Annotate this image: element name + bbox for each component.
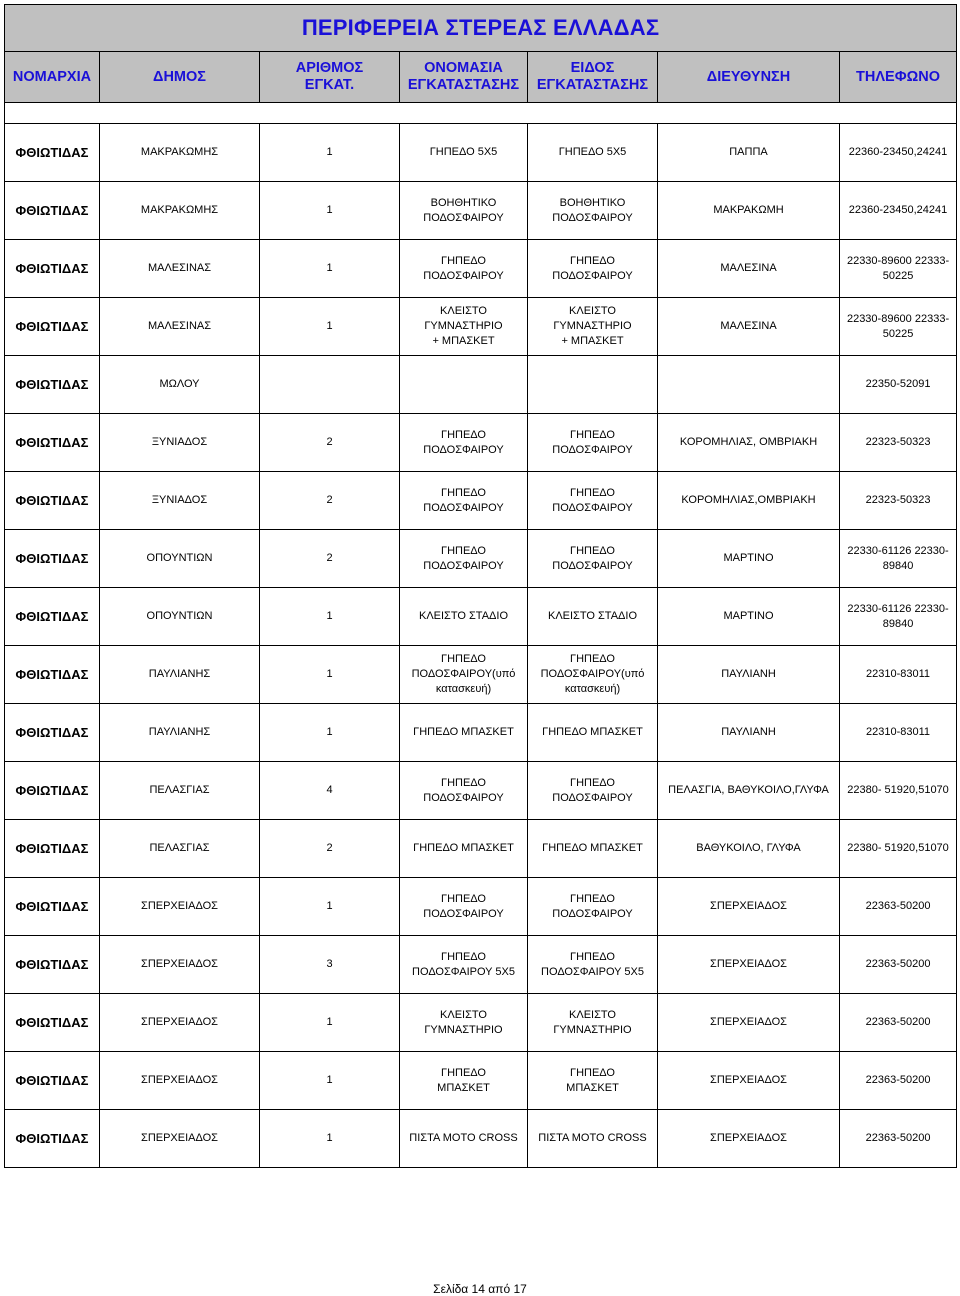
page-title: ΠΕΡΙΦΕΡΕΙΑ ΣΤΕΡΕΑΣ ΕΛΛΑΔΑΣ <box>5 5 957 52</box>
cell-facility-type: ΓΗΠΕΔΟ ΜΠΑΣΚΕΤ <box>528 1052 658 1110</box>
cell-facility-name: ΓΗΠΕΔΟ ΠΟΔΟΣΦΑΙΡΟΥ <box>400 414 528 472</box>
cell-address: ΣΠΕΡΧΕΙΑΔΟΣ <box>658 1110 840 1168</box>
table-row <box>5 414 957 472</box>
table-row <box>5 762 957 820</box>
cell-prefecture: ΦΘΙΩΤΙΔΑΣ <box>5 704 100 762</box>
header-phone: ΤΗΛΕΦΩΝΟ <box>840 52 957 103</box>
table-row <box>5 472 957 530</box>
cell-municipality: ΞΥΝΙΑΔΟΣ <box>100 414 260 472</box>
spacer-row <box>5 103 957 124</box>
cell-municipality: ΜΑΚΡΑΚΩΜΗΣ <box>100 182 260 240</box>
cell-count: 3 <box>260 936 400 994</box>
cell-count: 2 <box>260 530 400 588</box>
cell-facility-type: ΒΟΗΘΗΤΙΚΟ ΠΟΔΟΣΦΑΙΡΟΥ <box>528 182 658 240</box>
cell-phone: 22323-50323 <box>840 472 957 530</box>
cell-phone: 22363-50200 <box>840 936 957 994</box>
cell-facility-type <box>528 356 658 414</box>
cell-facility-name: ΚΛΕΙΣΤΟ ΓΥΜΝΑΣΤΗΡΙΟ + ΜΠΑΣΚΕΤ <box>400 298 528 356</box>
cell-phone: 22310-83011 <box>840 704 957 762</box>
cell-count: 2 <box>260 414 400 472</box>
cell-municipality: ΜΑΛΕΣΙΝΑΣ <box>100 298 260 356</box>
cell-prefecture: ΦΘΙΩΤΙΔΑΣ <box>5 588 100 646</box>
cell-facility-name: ΠΙΣΤΑ ΜΟΤΟ CROSS <box>400 1110 528 1168</box>
cell-prefecture: ΦΘΙΩΤΙΔΑΣ <box>5 240 100 298</box>
table-row <box>5 240 957 298</box>
table-row <box>5 356 957 414</box>
cell-facility-type: ΓΗΠΕΔΟ ΠΟΔΟΣΦΑΙΡΟΥ(υπό κατασκευή) <box>528 646 658 704</box>
cell-prefecture: ΦΘΙΩΤΙΔΑΣ <box>5 414 100 472</box>
cell-municipality: ΣΠΕΡΧΕΙΑΔΟΣ <box>100 1110 260 1168</box>
cell-count: 1 <box>260 124 400 182</box>
cell-municipality: ΠΑΥΛΙΑΝΗΣ <box>100 646 260 704</box>
cell-facility-name: ΓΗΠΕΔΟ ΜΠΑΣΚΕΤ <box>400 704 528 762</box>
cell-facility-type: ΓΗΠΕΔΟ ΠΟΔΟΣΦΑΙΡΟΥ 5Χ5 <box>528 936 658 994</box>
cell-count <box>260 356 400 414</box>
cell-count: 1 <box>260 1110 400 1168</box>
cell-facility-type: ΚΛΕΙΣΤΟ ΓΥΜΝΑΣΤΗΡΙΟ + ΜΠΑΣΚΕΤ <box>528 298 658 356</box>
cell-municipality: ΟΠΟΥΝΤΙΩΝ <box>100 588 260 646</box>
cell-count: 2 <box>260 820 400 878</box>
cell-phone: 22380- 51920,51070 <box>840 820 957 878</box>
cell-count: 1 <box>260 646 400 704</box>
cell-municipality: ΣΠΕΡΧΕΙΑΔΟΣ <box>100 994 260 1052</box>
cell-facility-name: ΓΗΠΕΔΟ ΜΠΑΣΚΕΤ <box>400 1052 528 1110</box>
cell-count: 1 <box>260 704 400 762</box>
header-municipality: ΔΗΜΟΣ <box>100 52 260 103</box>
table-row <box>5 820 957 878</box>
cell-address: ΠΑΥΛΙΑΝΗ <box>658 704 840 762</box>
cell-municipality: ΣΠΕΡΧΕΙΑΔΟΣ <box>100 1052 260 1110</box>
cell-address: ΒΑΘΥΚΟΙΛΟ, ΓΛΥΦΑ <box>658 820 840 878</box>
cell-count: 1 <box>260 878 400 936</box>
cell-prefecture: ΦΘΙΩΤΙΔΑΣ <box>5 472 100 530</box>
header-row <box>5 52 957 103</box>
cell-count: 1 <box>260 994 400 1052</box>
cell-facility-name <box>400 356 528 414</box>
cell-facility-name: ΚΛΕΙΣΤΟ ΣΤΑΔΙΟ <box>400 588 528 646</box>
cell-address: ΠΕΛΑΣΓΙΑ, ΒΑΘΥΚΟΙΛΟ,ΓΛΥΦΑ <box>658 762 840 820</box>
cell-address: ΜΑΛΕΣΙΝΑ <box>658 240 840 298</box>
cell-municipality: ΜΑΛΕΣΙΝΑΣ <box>100 240 260 298</box>
table-row <box>5 530 957 588</box>
table-row <box>5 298 957 356</box>
cell-address: ΚΟΡΟΜΗΛΙΑΣ, ΟΜΒΡΙΑΚΗ <box>658 414 840 472</box>
cell-phone: 22363-50200 <box>840 994 957 1052</box>
cell-prefecture: ΦΘΙΩΤΙΔΑΣ <box>5 182 100 240</box>
table-row <box>5 124 957 182</box>
cell-prefecture: ΦΘΙΩΤΙΔΑΣ <box>5 124 100 182</box>
facilities-table <box>4 4 957 1168</box>
cell-facility-name: ΓΗΠΕΔΟ ΠΟΔΟΣΦΑΙΡΟΥ 5Χ5 <box>400 936 528 994</box>
cell-phone: 22310-83011 <box>840 646 957 704</box>
cell-count: 1 <box>260 298 400 356</box>
cell-facility-name: ΚΛΕΙΣΤΟ ΓΥΜΝΑΣΤΗΡΙΟ <box>400 994 528 1052</box>
table-body <box>5 124 957 1168</box>
table-row <box>5 182 957 240</box>
cell-municipality: ΠΑΥΛΙΑΝΗΣ <box>100 704 260 762</box>
cell-phone: 22330-89600 22333- 50225 <box>840 240 957 298</box>
cell-phone: 22360-23450,24241 <box>840 182 957 240</box>
cell-municipality: ΠΕΛΑΣΓΙΑΣ <box>100 820 260 878</box>
cell-facility-name: ΓΗΠΕΔΟ ΠΟΔΟΣΦΑΙΡΟΥ <box>400 762 528 820</box>
cell-municipality: ΜΑΚΡΑΚΩΜΗΣ <box>100 124 260 182</box>
table-row <box>5 994 957 1052</box>
cell-facility-type: ΓΗΠΕΔΟ ΠΟΔΟΣΦΑΙΡΟΥ <box>528 762 658 820</box>
header-prefecture: ΝΟΜΑΡΧΙΑ <box>5 52 100 103</box>
cell-address: ΣΠΕΡΧΕΙΑΔΟΣ <box>658 936 840 994</box>
cell-phone: 22363-50200 <box>840 1052 957 1110</box>
cell-facility-name: ΓΗΠΕΔΟ ΠΟΔΟΣΦΑΙΡΟΥ <box>400 472 528 530</box>
cell-prefecture: ΦΘΙΩΤΙΔΑΣ <box>5 298 100 356</box>
cell-count: 1 <box>260 588 400 646</box>
cell-facility-name: ΓΗΠΕΔΟ 5Χ5 <box>400 124 528 182</box>
cell-count: 1 <box>260 240 400 298</box>
cell-phone: 22330-89600 22333- 50225 <box>840 298 957 356</box>
cell-address: ΣΠΕΡΧΕΙΑΔΟΣ <box>658 1052 840 1110</box>
spacer-cell <box>5 103 957 124</box>
cell-prefecture: ΦΘΙΩΤΙΔΑΣ <box>5 1052 100 1110</box>
header-facility-name: ΟΝΟΜΑΣΙΑ ΕΓΚΑΤΑΣΤΑΣΗΣ <box>400 52 528 103</box>
cell-phone: 22350-52091 <box>840 356 957 414</box>
cell-facility-type: ΓΗΠΕΔΟ ΜΠΑΣΚΕΤ <box>528 820 658 878</box>
cell-municipality: ΣΠΕΡΧΕΙΑΔΟΣ <box>100 878 260 936</box>
cell-phone: 22330-61126 22330- 89840 <box>840 530 957 588</box>
cell-count: 1 <box>260 1052 400 1110</box>
cell-phone: 22323-50323 <box>840 414 957 472</box>
cell-address: ΜΑΡΤΙΝΟ <box>658 530 840 588</box>
cell-prefecture: ΦΘΙΩΤΙΔΑΣ <box>5 530 100 588</box>
cell-address: ΠΑΥΛΙΑΝΗ <box>658 646 840 704</box>
cell-count: 2 <box>260 472 400 530</box>
header-count: ΑΡΙΘΜΟΣ ΕΓΚΑΤ. <box>260 52 400 103</box>
table-row <box>5 704 957 762</box>
cell-phone: 22360-23450,24241 <box>840 124 957 182</box>
cell-facility-name: ΓΗΠΕΔΟ ΠΟΔΟΣΦΑΙΡΟΥ(υπό κατασκευή) <box>400 646 528 704</box>
cell-prefecture: ΦΘΙΩΤΙΔΑΣ <box>5 356 100 414</box>
cell-count: 1 <box>260 182 400 240</box>
cell-prefecture: ΦΘΙΩΤΙΔΑΣ <box>5 1110 100 1168</box>
cell-municipality: ΣΠΕΡΧΕΙΑΔΟΣ <box>100 936 260 994</box>
cell-address: ΜΑΚΡΑΚΩΜΗ <box>658 182 840 240</box>
cell-address: ΣΠΕΡΧΕΙΑΔΟΣ <box>658 994 840 1052</box>
cell-prefecture: ΦΘΙΩΤΙΔΑΣ <box>5 820 100 878</box>
cell-municipality: ΞΥΝΙΑΔΟΣ <box>100 472 260 530</box>
cell-facility-type: ΓΗΠΕΔΟ ΠΟΔΟΣΦΑΙΡΟΥ <box>528 414 658 472</box>
cell-prefecture: ΦΘΙΩΤΙΔΑΣ <box>5 646 100 704</box>
table-row <box>5 936 957 994</box>
cell-phone: 22363-50200 <box>840 878 957 936</box>
cell-municipality: ΟΠΟΥΝΤΙΩΝ <box>100 530 260 588</box>
cell-facility-type: ΠΙΣΤΑ ΜΟΤΟ CROSS <box>528 1110 658 1168</box>
header-address: ΔΙΕΥΘΥΝΣΗ <box>658 52 840 103</box>
cell-address <box>658 356 840 414</box>
cell-facility-name: ΓΗΠΕΔΟ ΠΟΔΟΣΦΑΙΡΟΥ <box>400 240 528 298</box>
cell-prefecture: ΦΘΙΩΤΙΔΑΣ <box>5 994 100 1052</box>
cell-phone: 22330-61126 22330- 89840 <box>840 588 957 646</box>
page-footer: Σελίδα 14 από 17 <box>433 1282 527 1296</box>
cell-municipality: ΜΩΛΟΥ <box>100 356 260 414</box>
table-row <box>5 646 957 704</box>
cell-facility-name: ΓΗΠΕΔΟ ΜΠΑΣΚΕΤ <box>400 820 528 878</box>
table-row <box>5 1110 957 1168</box>
cell-facility-type: ΓΗΠΕΔΟ ΠΟΔΟΣΦΑΙΡΟΥ <box>528 240 658 298</box>
table-row <box>5 588 957 646</box>
cell-address: ΣΠΕΡΧΕΙΑΔΟΣ <box>658 878 840 936</box>
cell-prefecture: ΦΘΙΩΤΙΔΑΣ <box>5 936 100 994</box>
cell-facility-type: ΓΗΠΕΔΟ 5Χ5 <box>528 124 658 182</box>
cell-address: ΜΑΡΤΙΝΟ <box>658 588 840 646</box>
cell-facility-type: ΚΛΕΙΣΤΟ ΓΥΜΝΑΣΤΗΡΙΟ <box>528 994 658 1052</box>
cell-facility-type: ΓΗΠΕΔΟ ΠΟΔΟΣΦΑΙΡΟΥ <box>528 878 658 936</box>
cell-facility-name: ΒΟΗΘΗΤΙΚΟ ΠΟΔΟΣΦΑΙΡΟΥ <box>400 182 528 240</box>
cell-prefecture: ΦΘΙΩΤΙΔΑΣ <box>5 762 100 820</box>
cell-address: ΠΑΠΠΑ <box>658 124 840 182</box>
cell-facility-type: ΓΗΠΕΔΟ ΠΟΔΟΣΦΑΙΡΟΥ <box>528 530 658 588</box>
cell-municipality: ΠΕΛΑΣΓΙΑΣ <box>100 762 260 820</box>
table-row <box>5 1052 957 1110</box>
cell-phone: 22363-50200 <box>840 1110 957 1168</box>
cell-phone: 22380- 51920,51070 <box>840 762 957 820</box>
cell-address: ΜΑΛΕΣΙΝΑ <box>658 298 840 356</box>
cell-facility-type: ΚΛΕΙΣΤΟ ΣΤΑΔΙΟ <box>528 588 658 646</box>
cell-count: 4 <box>260 762 400 820</box>
table-row <box>5 878 957 936</box>
cell-facility-name: ΓΗΠΕΔΟ ΠΟΔΟΣΦΑΙΡΟΥ <box>400 878 528 936</box>
cell-facility-type: ΓΗΠΕΔΟ ΠΟΔΟΣΦΑΙΡΟΥ <box>528 472 658 530</box>
header-facility-type: ΕΙΔΟΣ ΕΓΚΑΤΑΣΤΑΣΗΣ <box>528 52 658 103</box>
cell-prefecture: ΦΘΙΩΤΙΔΑΣ <box>5 878 100 936</box>
cell-facility-type: ΓΗΠΕΔΟ ΜΠΑΣΚΕΤ <box>528 704 658 762</box>
cell-address: ΚΟΡΟΜΗΛΙΑΣ,ΟΜΒΡΙΑΚΗ <box>658 472 840 530</box>
title-row <box>5 5 957 52</box>
cell-facility-name: ΓΗΠΕΔΟ ΠΟΔΟΣΦΑΙΡΟΥ <box>400 530 528 588</box>
